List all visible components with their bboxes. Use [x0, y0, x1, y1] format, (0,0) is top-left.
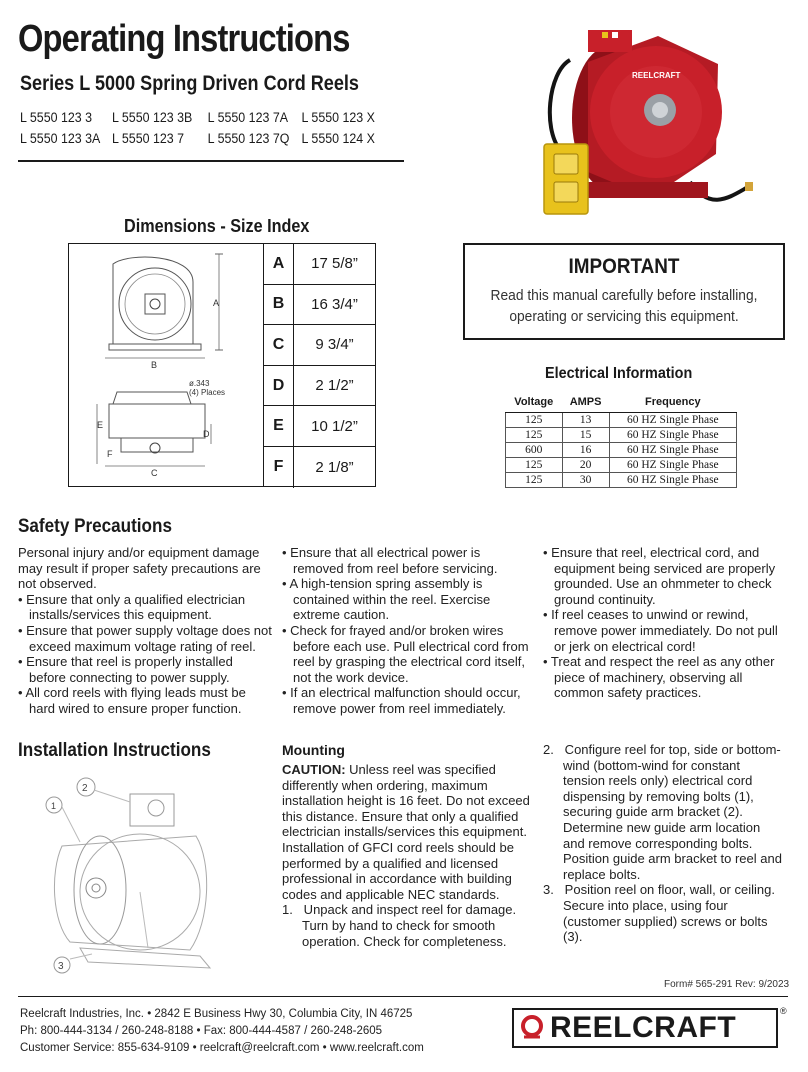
size-key: E	[264, 406, 294, 446]
company-contact: Customer Service: 855-634-9109 • reelcraft@reelcraft.com • www.reelcraft.com	[20, 1042, 424, 1054]
size-row	[264, 285, 375, 326]
table-cell: 125	[506, 413, 563, 428]
dim-label-f: F	[107, 449, 113, 459]
size-value: 9 3/4”	[315, 336, 354, 354]
caution-text: Unless reel was specified differently when ordering, maximum installation height is 16 feet. Do not exceed this distance. Ensure that only a qualified electrician installs/services this equipment. Installation of GFCI cord reels should be performed by a qualified and licensed professional in accordance with building codes and applicable NEC standards.	[282, 762, 530, 902]
dim-label-c: C	[151, 468, 158, 478]
important-text-line2: operating or servicing this equipment.	[509, 308, 739, 325]
model-number: L 5550 123 3	[20, 110, 93, 125]
table-cell: 60 HZ Single Phase	[609, 458, 736, 473]
callout-2: 2	[82, 783, 88, 794]
dimension-diagram	[69, 244, 263, 486]
safety-item: • Check for frayed and/or broken wires before each use. Pull electrical cord from reel by grasping the electrical cord itself, not the work device.	[282, 622, 529, 685]
model-list	[20, 110, 379, 146]
caution-label: CAUTION:	[282, 762, 346, 777]
company-info	[20, 1006, 424, 1057]
dimension-diagram-box	[68, 243, 264, 487]
registered-mark: ®	[780, 1006, 787, 1016]
safety-item: • A high-tension spring assembly is contained within the reel. Exercise extreme caution.	[282, 576, 491, 623]
mounting-column	[282, 762, 532, 949]
safety-item: • Ensure that all electrical power is removed from reel before servicing.	[282, 545, 498, 576]
safety-item: • Ensure that reel, electrical cord, and equipment being serviced are properly grounded. Use an ohmmeter to check ground continuity.	[543, 545, 776, 607]
table-cell: 60 HZ Single Phase	[609, 428, 736, 443]
safety-item: • Ensure that power supply voltage does not exceed maximum voltage rating of reel.	[18, 622, 272, 654]
model-number: L 5550 124 X	[301, 131, 375, 146]
important-title: IMPORTANT	[568, 255, 680, 278]
header-divider	[18, 160, 404, 162]
install-step: 3. Position reel on floor, wall, or ceiling. Secure into place, using four (customer supplied) screws or bolts (3).	[543, 882, 775, 945]
size-key: F	[264, 447, 294, 488]
dim-label-a: A	[213, 298, 220, 308]
size-key: C	[264, 325, 294, 365]
table-row	[506, 428, 737, 443]
table-cell: 60 HZ Single Phase	[609, 413, 736, 428]
page-title: Operating Instructions	[18, 18, 350, 60]
mounting-heading: Mounting	[282, 742, 345, 758]
hole-size-label: ø.343	[189, 379, 210, 388]
size-key: A	[264, 244, 294, 284]
dim-label-e: E	[97, 420, 104, 430]
reel-product-image	[540, 22, 758, 230]
callout-3: 3	[58, 961, 64, 972]
table-cell: 600	[506, 443, 563, 458]
size-row	[264, 406, 375, 447]
important-notice	[463, 243, 785, 340]
reel-logo-icon	[520, 1015, 544, 1041]
company-address: Reelcraft Industries, Inc. • 2842 E Business Hwy 30, Columbia City, IN 46725	[20, 1008, 413, 1020]
safety-item: • Ensure that reel is properly installed before connecting to power supply.	[18, 654, 233, 685]
safety-heading: Safety Precautions	[18, 516, 172, 537]
table-cell: 20	[562, 458, 609, 473]
reelcraft-logo	[512, 1008, 778, 1048]
table-cell: 13	[562, 413, 609, 428]
footer-divider	[18, 996, 788, 997]
table-row	[506, 458, 737, 473]
callout-1: 1	[51, 801, 57, 811]
size-value: 2 1/2”	[315, 377, 354, 395]
page-subtitle: Series L 5000 Spring Driven Cord Reels	[20, 72, 359, 95]
dim-label-d: D	[203, 429, 210, 439]
safety-item: • If reel ceases to unwind or rewind, remove power immediately. Do not pull or jerk on electrical cord!	[543, 607, 778, 654]
reel-brand-label: REELCRAFT	[632, 71, 681, 80]
model-number: L 5550 123 7	[112, 131, 185, 146]
plug-icon	[745, 182, 753, 191]
safety-item: • Ensure that only a qualified electrician installs/services this equipment.	[18, 591, 246, 623]
install-step: 1. Unpack and inspect reel for damage. Turn by hand to check for smooth operation. Check for completeness.	[282, 902, 517, 949]
installation-heading: Installation Instructions	[18, 740, 211, 761]
size-row	[264, 244, 375, 285]
column-header: AMPS	[562, 392, 609, 413]
size-value: 16 3/4”	[311, 295, 358, 313]
model-number: L 5550 123 3A	[20, 131, 101, 146]
hole-places-label: (4) Places	[189, 388, 226, 397]
column-header: Frequency	[609, 392, 736, 413]
model-number: L 5550 123 X	[301, 110, 375, 125]
safety-item: • If an electrical malfunction should occur, remove power from reel immediately.	[282, 685, 521, 716]
important-text-line1: Read this manual carefully before installing,	[490, 287, 758, 304]
size-value: 10 1/2”	[311, 417, 358, 435]
safety-item: • Treat and respect the reel as any other piece of machinery, observing all common safety practices.	[543, 654, 775, 701]
electrical-heading: Electrical Information	[545, 365, 693, 382]
size-key: B	[264, 285, 294, 325]
size-row	[264, 325, 375, 366]
model-number: L 5550 123 7Q	[207, 131, 290, 146]
size-value: 2 1/8”	[315, 458, 354, 476]
table-cell: 60 HZ Single Phase	[609, 473, 736, 488]
table-cell: 15	[562, 428, 609, 443]
electrical-table	[505, 392, 737, 488]
dimensions-heading: Dimensions - Size Index	[124, 216, 310, 236]
safety-column-3	[543, 545, 783, 701]
table-cell: 125	[506, 473, 563, 488]
safety-intro: Personal injury and/or equipment damage may result if proper safety precautions are not observed.	[18, 545, 261, 592]
model-number: L 5550 123 7A	[207, 110, 289, 125]
table-cell: 125	[506, 428, 563, 443]
table-cell: 125	[506, 458, 563, 473]
safety-column-2	[282, 545, 530, 717]
size-index-table	[264, 243, 376, 487]
table-row	[506, 473, 737, 488]
install-steps-column	[543, 742, 785, 945]
table-header-row	[506, 392, 737, 413]
install-step: 2. Configure reel for top, side or bottom-wind (bottom-wind for constant tension reels only) electrical cord dispensing by removing bolts (1), securing guide arm bracket (2). Determine new guide arm location and remove corresponding bolts. Position guide arm bracket to reel and replace bolts.	[543, 742, 782, 882]
table-cell: 60 HZ Single Phase	[609, 443, 736, 458]
safety-item: • All cord reels with flying leads must be hard wired to ensure proper function.	[18, 685, 246, 716]
model-number: L 5550 123 3B	[112, 110, 193, 125]
table-cell: 30	[562, 473, 609, 488]
safety-column-1	[18, 545, 272, 717]
dim-label-b: B	[151, 360, 158, 370]
size-row	[264, 366, 375, 407]
size-value: 17 5/8”	[311, 255, 358, 273]
caution-paragraph	[282, 762, 532, 902]
company-phone: Ph: 800-444-3134 / 260-248-8188 • Fax: 800-444-4587 / 260-248-2605	[20, 1025, 383, 1037]
column-header: Voltage	[506, 392, 563, 413]
size-key: D	[264, 366, 294, 406]
form-number: Form# 565-291 Rev: 9/2023	[664, 979, 790, 990]
table-row	[506, 443, 737, 458]
logo-text: REELCRAFT	[550, 1011, 737, 1044]
table-row	[506, 413, 737, 428]
size-row	[264, 447, 375, 488]
installation-diagram	[40, 772, 248, 978]
table-cell: 16	[562, 443, 609, 458]
